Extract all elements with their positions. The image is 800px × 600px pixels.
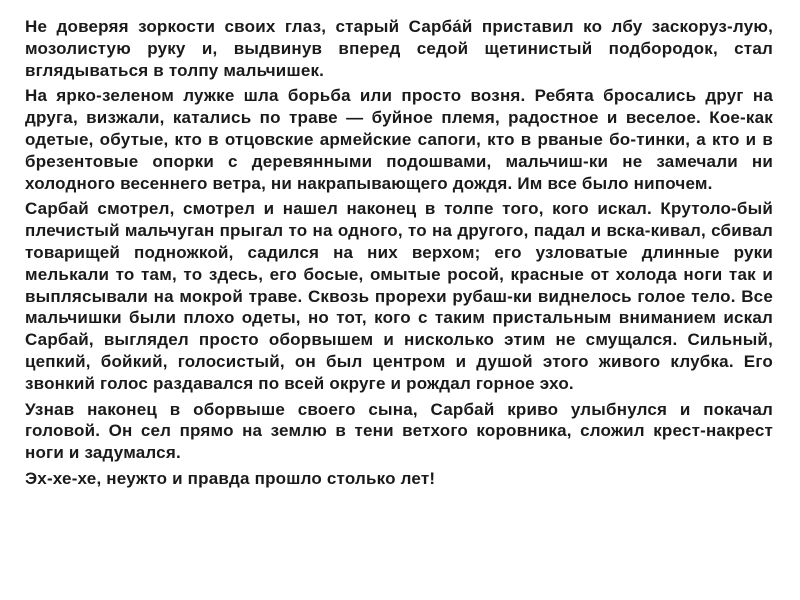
paragraph-4: Узнав наконец в оборвыше своего сына, Сарбай криво улыбнулся и покачал головой. Он сел прямо на землю в тени ветхого коровника, сложил крест-накрест ноги и задумался. bbox=[25, 399, 773, 463]
paragraph-1: Не доверяя зоркости своих глаз, старый Сарба́й приставил ко лбу заскоруз-лую, мозолистую руку и, выдвинув вперед седой щетинистый подбородок, стал вглядываться в толпу мальчишек. bbox=[25, 17, 773, 80]
document-page bbox=[25, 16, 773, 494]
paragraph-5: Эх-хе-хе, неужто и правда прошло столько лет! bbox=[25, 468, 436, 488]
paragraph-3: Сарбай смотрел, смотрел и нашел наконец в толпе того, кого искал. Крутоло-бый плечистый мальчуган прыгал то на одного, то на другого, падал и вска-кивал, сбивал товарищей подножкой, садился на них верхом; его узловатые длинные руки мелькали то там, то здесь, его босые, омытые росой, красные от холода ноги так и выплясывали на мокрой траве. Сквозь прорехи рубаш-ки виднелось голое тело. Все мальчишки были плохо одеты, но тот, кого с таким пристальным вниманием искал Сарбай, выглядел просто оборвышем и нисколько этим не смущался. Сильный, цепкий, бойкий, голосистый, он был центром и душой этого живого клубка. Его звонкий голос раздавался по всей округе и рождал горное эхо. bbox=[25, 199, 773, 393]
paragraph-2: На ярко-зеленом лужке шла борьба или просто возня. Ребята бросались друг на друга, визжали, катались по траве — буйное племя, радостное и веселое. Кое-как одетые, обутые, кто в отцовские армейские сапоги, кто в рваные бо-тинки, а кто и в брезентовые опорки с деревянными подошвами, мальчиш-ки не замечали ни холодного весеннего ветра, ни накрапывающего дождя. Им все было нипочем. bbox=[25, 86, 773, 193]
